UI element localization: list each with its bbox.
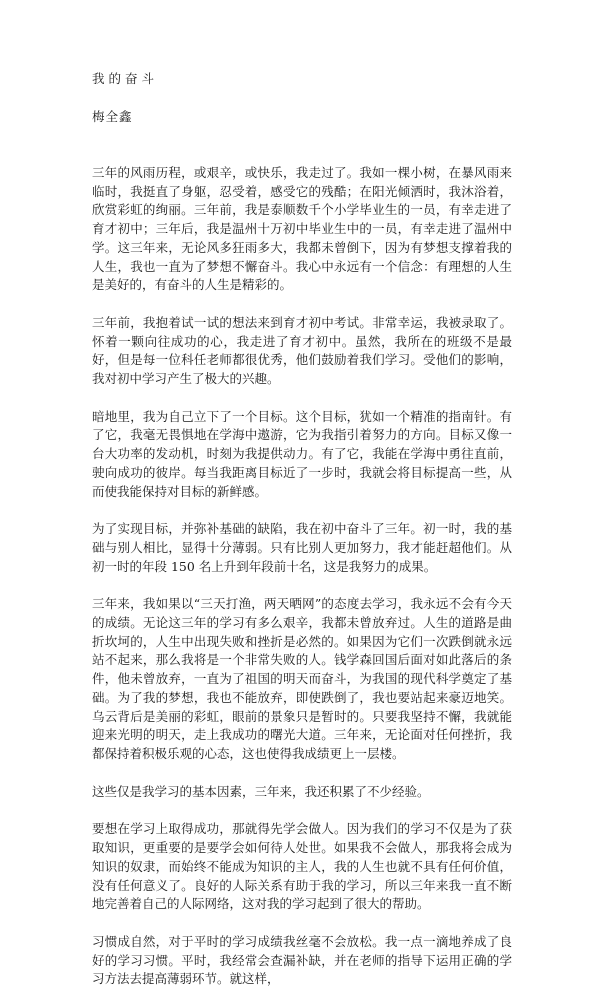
paragraph: 要想在学习上取得成功，那就得先学会做人。因为我们的学习不仅是为了获取知识，更重要的是要学会如何待人处世。如果我不会做人，那我将会成为知识的奴隶，而始终不能成为知识的主人，我的人生也就不具有任何价值，没有任何意义了。良好的人际关系有助于我的学习，所以三年来我一直不断地完善着自己的人际网络，这对我的学习起到了很大的帮助。 — [92, 821, 512, 912]
document-title: 我的奋斗 — [92, 71, 159, 86]
paragraph: 这些仅是我学习的基本因素，三年来，我还积累了不少经验。 — [92, 783, 430, 799]
paragraph: 三年前，我抱着试一试的想法来到育才初中考试。非常幸运，我被录取了。怀着一颗向往成功的心，我走进了育才初中。虽然，我所在的班级不是最好，但是每一位科任老师都很优秀，他们鼓励着我们学习。受他们的影响，我对初中学习产生了极大的兴趣。 — [92, 314, 512, 387]
paragraph: 为了实现目标，并弥补基础的缺陷，我在初中奋斗了三年。初一时，我的基础与别人相比，显得十分薄弱。只有比别人更加努力，我才能赶超他们。从初一时的年段 150 名上升到年段前十名，这是我努力的成果。 — [92, 521, 512, 574]
document-author: 梅全鑫 — [92, 109, 133, 124]
paragraph: 三年来，我如果以“三天打渔，两天晒网”的态度去学习，我永远不会有今天的成绩。无论这三年的学习有多么艰辛，我都未曾放弃过。人生的道路是曲折坎坷的，人生中出现失败和挫折是必然的。如果因为它们一次跌倒就永远站不起来，那么我将是一个非常失败的人。钱学森回国后面对如此落后的条件，他未曾放弃，一直为了祖国的明天而奋斗，为我国的现代科学奠定了基础。为了我的梦想，我也不能放弃，即使跌倒了，我也要站起来豪迈地笑。乌云背后是美丽的彩虹，眼前的景象只是暂时的。只要我坚持不懈，我就能迎来光明的明天，走上我成功的曙光大道。三年来，无论面对任何挫折，我都保持着积极乐观的心态，这也使得我成绩更上一层楼。 — [92, 596, 512, 761]
paragraph: 三年的风雨历程，或艰辛，或快乐，我走过了。我如一棵小树，在暴风雨来临时，我挺直了身躯，忍受着，感受它的残酷；在阳光倾洒时，我沐浴着，欣赏彩虹的绚丽。三年前，我是泰顺数千个小学毕业生的一员，有幸走进了育才初中；三年后，我是温州十万初中毕业生中的一员，有幸走进了温州中学。这三年来，无论风多狂雨多大，我都未曾倒下，因为有梦想支撑着我的人生，我也一直为了梦想不懈奋斗。我心中永远有一个信念：有理想的人生是美好的，有奋斗的人生是精彩的。 — [92, 165, 512, 293]
paragraph: 习惯成自然，对于平时的学习成绩我丝毫不会放松。我一点一滴地养成了良好的学习习惯。平时，我经常会查漏补缺，并在老师的指导下运用正确的学习方法去提高薄弱环节。就这样， — [92, 933, 512, 987]
document-body — [92, 164, 512, 1008]
paragraph: 暗地里，我为自己立下了一个目标。这个目标，犹如一个精准的指南针。有了它，我毫无畏惧地在学海中遨游，它为我指引着努力的方向。目标又像一台大功率的发动机，时刻为我提供动力。有了它，我能在学海中勇往直前，驶向成功的彼岸。每当我距离目标近了一步时，我就会将目标提高一些，从而使我能保持对目标的新鲜感。 — [92, 408, 512, 499]
